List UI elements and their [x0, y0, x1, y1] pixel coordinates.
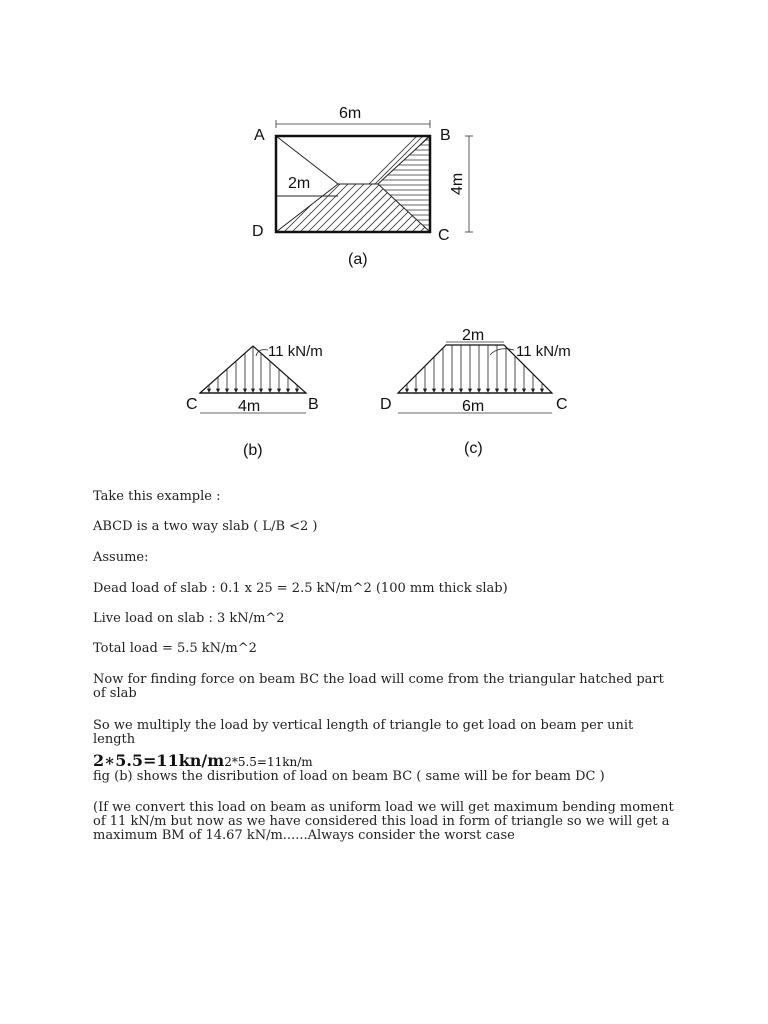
text-fig-b-note: fig (b) shows the disribution of load on beam BC ( same will be for beam DC )	[93, 769, 605, 784]
text-slab-type: ABCD is a two way slab ( L/B <2 )	[93, 519, 318, 534]
text-live-load: Live load on slab : 3 kN/m^2	[93, 611, 285, 626]
math-equation	[93, 751, 313, 770]
figure-a-slab-plan	[0, 0, 768, 280]
text-multiply: So we multiply the load by vertical length of triangle to get load on beam per unit length	[93, 718, 634, 747]
corner-b: B	[440, 127, 451, 144]
caption-a: (a)	[348, 251, 368, 268]
caption-b: (b)	[243, 442, 263, 459]
load-label-c: 11 kN/m	[516, 343, 571, 360]
math-source: 2*5.5=11kn/m	[224, 755, 313, 769]
label-inner-2m: 2m	[288, 175, 311, 192]
span-label-b: 4m	[238, 398, 261, 415]
dimension-4m	[465, 136, 473, 232]
top-label-c: 2m	[462, 327, 485, 344]
support-right-c: C	[556, 396, 568, 413]
label-height: 4m	[449, 172, 466, 195]
load-label-b: 11 kN/m	[268, 343, 323, 360]
figure-b-triangular-load	[0, 300, 380, 470]
text-beam-bc: Now for finding force on beam BC the load will come from the triangular hatched part of slab	[93, 672, 664, 701]
support-right-b: B	[308, 396, 319, 413]
text-intro: Take this example :	[93, 489, 221, 504]
support-left-b: C	[186, 396, 198, 413]
text-dead-load: Dead load of slab : 0.1 x 25 = 2.5 kN/m^2 (100 mm thick slab)	[93, 581, 508, 596]
text-total-load: Total load = 5.5 kN/m^2	[93, 641, 257, 656]
text-assume: Assume:	[93, 550, 149, 565]
figure-c-trapezoidal-load	[380, 300, 768, 470]
corner-a: A	[254, 127, 265, 144]
math-rendered: 2∗5.5=11kn/m	[93, 751, 225, 770]
support-left-c: D	[380, 396, 392, 413]
span-label-c: 6m	[462, 398, 485, 415]
corner-c: C	[438, 227, 450, 244]
text-conclusion: (If we convert this load on beam as uniform load we will get maximum bending moment of 11 kN/m but now as we have considered this load in form of triangle so we will get a maximum BM of 14.67 kN/m......Always consider the worst case	[93, 800, 674, 843]
corner-d: D	[252, 223, 264, 240]
label-width: 6m	[339, 105, 362, 122]
caption-c: (c)	[464, 440, 483, 457]
